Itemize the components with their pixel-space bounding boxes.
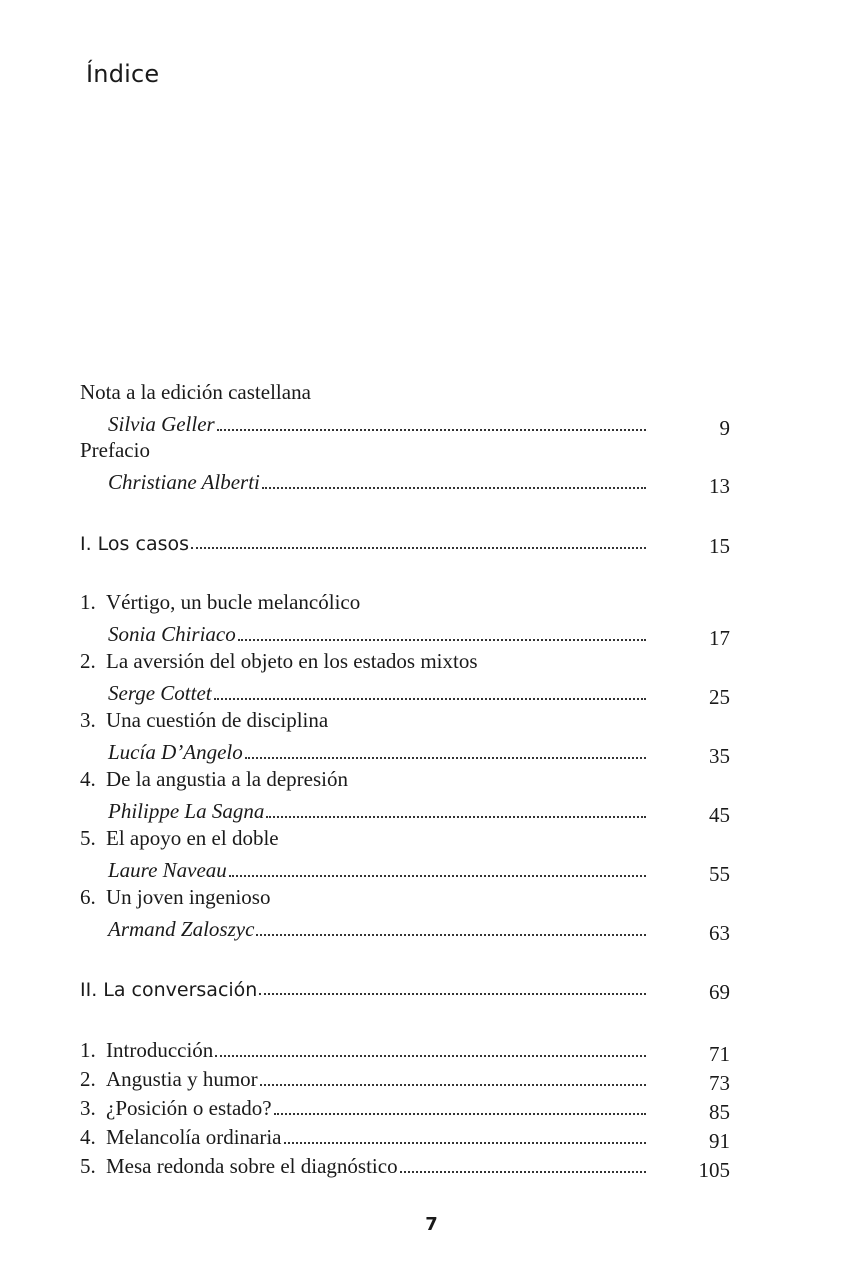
toc-part-2[interactable] [80,973,730,1004]
dot-leader [229,875,646,877]
toc-number: 1. [80,1038,96,1062]
toc-page-number: 35 [709,744,730,768]
dot-leader [245,757,646,759]
toc-page-number: 91 [709,1129,730,1153]
toc-number: 5. [80,1154,96,1178]
toc-page-number: 15 [709,534,730,558]
dot-leader [259,993,646,995]
toc-title [80,1125,282,1150]
toc-page-number: 25 [709,685,730,709]
toc-author: Silvia Geller [108,412,215,436]
toc-page-number: 63 [709,921,730,945]
toc-title-prefacio: Prefacio [80,438,150,462]
toc-title-text: Melancolía ordinaria [106,1125,282,1149]
toc-title: El apoyo en el doble [106,826,279,850]
toc-title [80,1067,258,1092]
toc-title: La aversión del objeto en los estados mixtos [106,649,478,673]
toc-number: 4. [80,1125,96,1149]
toc-case-entry[interactable] [80,619,730,650]
toc-entry-nota[interactable] [80,409,730,440]
toc-conversation-entry[interactable] [80,1093,730,1124]
page-number-folio: 7 [425,1214,438,1235]
toc-case-title [80,826,730,854]
toc-title-text: Mesa redonda sobre el diagnóstico [106,1154,398,1178]
toc-part-title: II. La conversación [80,979,258,1001]
toc-title [80,1038,213,1063]
toc-number: 1. [80,590,96,614]
toc-number: 6. [80,885,96,909]
toc-conversation-entry[interactable] [80,1122,730,1153]
toc-page-number: 17 [709,626,730,650]
toc-number: 2. [80,1067,96,1091]
toc-number: 4. [80,767,96,791]
toc-title: Una cuestión de disciplina [106,708,329,732]
dot-leader [260,1084,646,1086]
toc-author: Philippe La Sagna [108,799,265,823]
dot-leader [256,934,646,936]
toc-conversation-entry[interactable] [80,1035,730,1066]
toc-title-text: ¿Posición o estado? [106,1096,272,1120]
toc-title: De la angustia a la depresión [106,767,348,791]
toc-entry-prefacio[interactable] [80,467,730,498]
page-heading: Índice [86,60,160,88]
toc-number: 2. [80,649,96,673]
dot-leader [284,1142,646,1144]
toc-title-text: Angustia y humor [106,1067,258,1091]
toc-case-title [80,767,730,795]
toc-case-entry[interactable] [80,678,730,709]
toc-case-entry[interactable] [80,796,730,827]
toc-title: Vértigo, un bucle melancólico [106,590,361,614]
dot-leader [217,429,646,431]
dot-leader [215,1055,646,1057]
dot-leader [238,639,646,641]
toc-title-nota: Nota a la edición castellana [80,380,311,404]
toc-case-entry[interactable] [80,914,730,945]
toc-page-number: 73 [709,1071,730,1095]
toc-author: Christiane Alberti [108,470,260,494]
toc-part-title: I. Los casos [80,533,190,555]
toc-case-entry[interactable] [80,737,730,768]
toc-author: Sonia Chiriaco [108,622,236,646]
toc-page-number: 105 [698,1158,730,1182]
toc-case-title [80,708,730,736]
toc-title [80,1154,398,1179]
dot-leader [214,698,646,700]
toc-page-number: 55 [709,862,730,886]
toc-author: Serge Cottet [108,681,212,705]
toc-page-number: 45 [709,803,730,827]
toc-number: 3. [80,1096,96,1120]
toc-page-number: 69 [709,980,730,1004]
toc-page-number: 13 [709,474,730,498]
toc-title-text: Introducción [106,1038,214,1062]
toc-conversation-entry[interactable] [80,1151,730,1182]
toc-part-1[interactable] [80,527,730,558]
toc-case-entry[interactable] [80,855,730,886]
dot-leader [400,1171,646,1173]
dot-leader [274,1113,646,1115]
toc-case-title [80,590,730,618]
toc-page-number: 85 [709,1100,730,1124]
toc-page-number: 9 [719,416,730,440]
toc-author: Laure Naveau [108,858,227,882]
dot-leader [266,816,646,818]
toc-number: 3. [80,708,96,732]
toc-conversation-entry[interactable] [80,1064,730,1095]
dot-leader [262,487,646,489]
toc-number: 5. [80,826,96,850]
toc-title [80,1096,272,1121]
dot-leader [191,547,646,549]
toc-author: Lucía D’Angelo [108,740,243,764]
toc-author: Armand Zaloszyc [108,917,255,941]
toc-title: Un joven ingenioso [106,885,271,909]
toc-case-title [80,649,730,677]
toc-page-number: 71 [709,1042,730,1066]
toc-case-title [80,885,730,913]
